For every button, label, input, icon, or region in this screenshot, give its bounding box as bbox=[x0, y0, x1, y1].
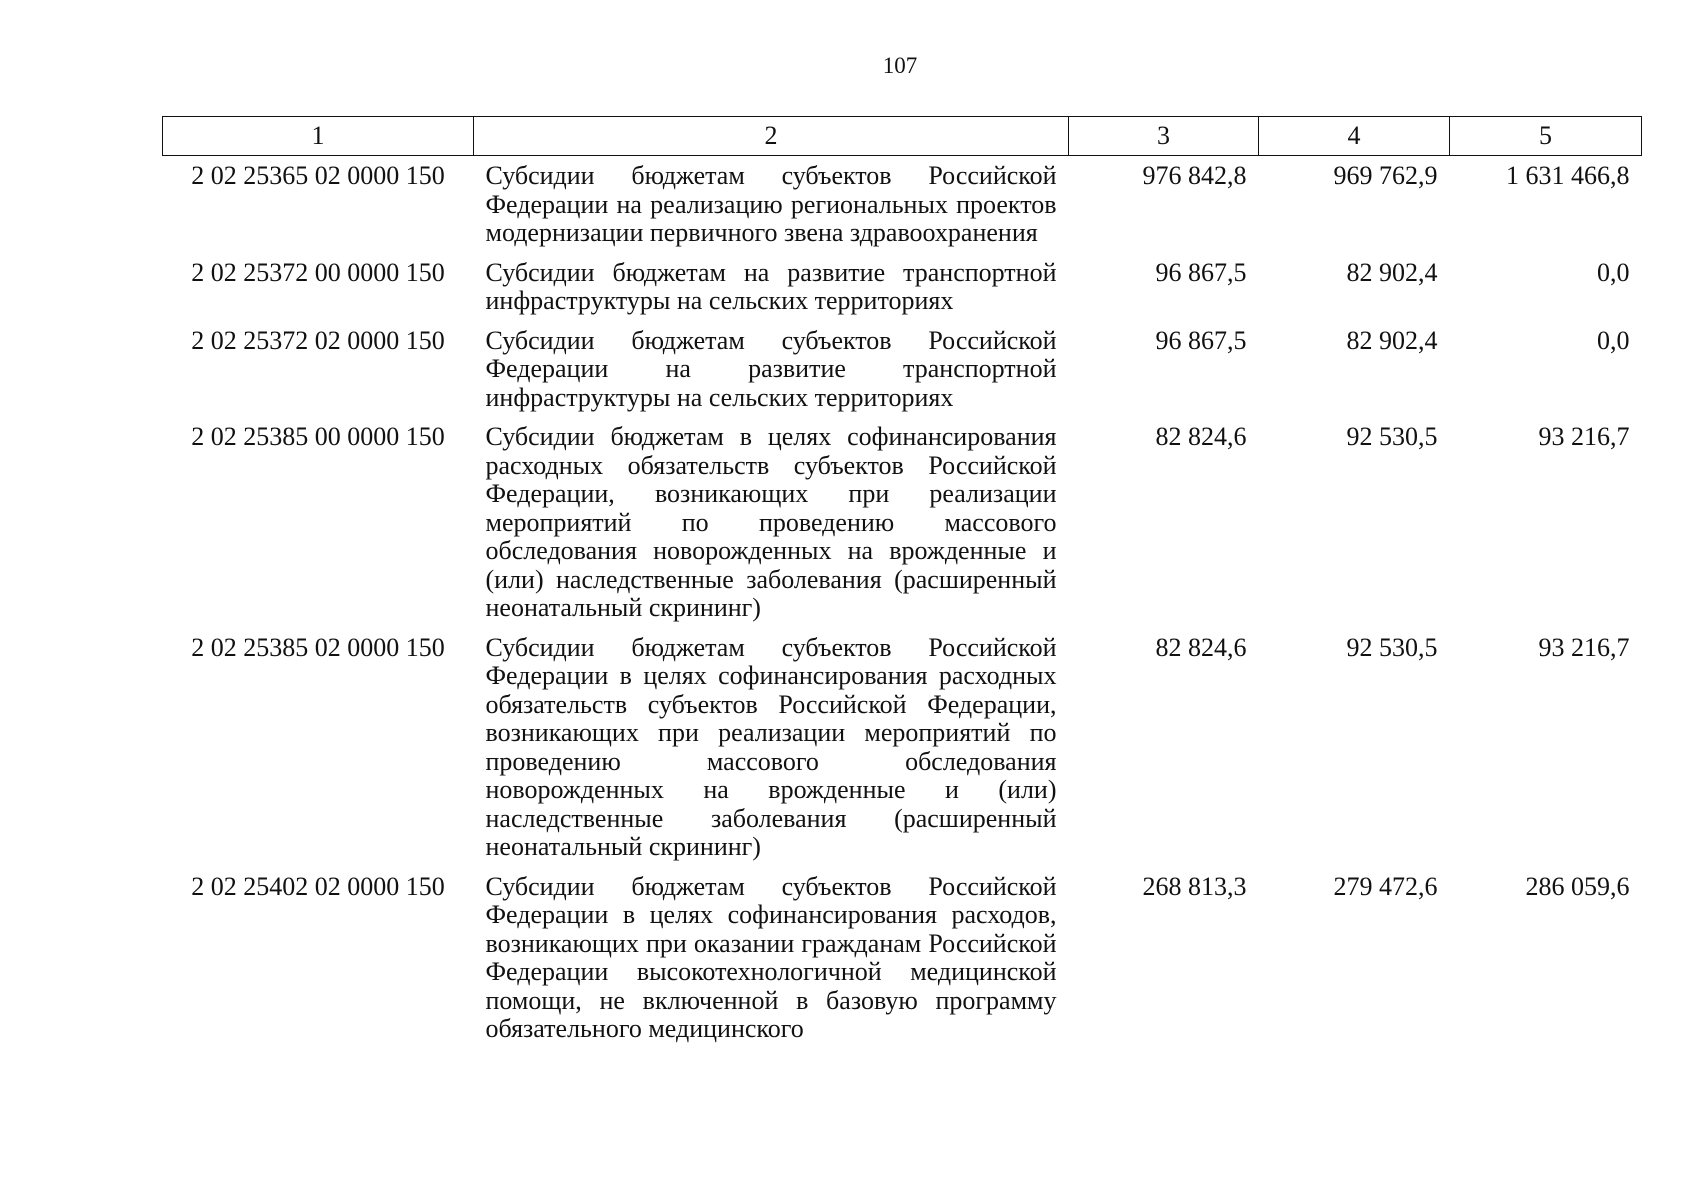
row-value-5: 0,0 bbox=[1597, 325, 1630, 355]
row-code: 2 02 25372 02 0000 150 bbox=[191, 325, 445, 355]
table-row bbox=[163, 634, 1642, 873]
table-row bbox=[163, 327, 1642, 424]
column-header-1: 1 bbox=[163, 117, 474, 156]
row-description: Субсидии бюджетам в целях софинансирования расходных обязательств субъектов Российской Федерации, возникающих при реализации мероприятий по проведению массового обследования новорожденных на врожденные и (или) наследственные заболевания (расширенный неонатальный скрининг) bbox=[485, 422, 1057, 622]
row-value-5: 93 216,7 bbox=[1538, 422, 1630, 451]
row-value-3: 268 813,3 bbox=[1142, 871, 1247, 901]
row-description: Субсидии бюджетам субъектов Российской Федерации в целях софинансирования расходных обязательств субъектов Российской Федерации, возникающих при реализации мероприятий по проведению массового обследования новорожденных на врожденные и (или) наследственные заболевания (расширенный неонатальный скрининг) bbox=[485, 632, 1057, 861]
row-value-3: 96 867,5 bbox=[1155, 325, 1247, 355]
table-header bbox=[163, 117, 1642, 156]
row-value-5: 286 059,6 bbox=[1525, 871, 1630, 901]
table-row bbox=[163, 873, 1642, 1055]
row-value-3: 82 824,6 bbox=[1155, 632, 1247, 662]
row-description: Субсидии бюджетам субъектов Российской Федерации в целях софинансирования расходов, возникающих при оказании гражданам Российской Федерации высокотехнологичной медицинской помощи, не включенной в базовую программу обязательного медицинского bbox=[485, 871, 1057, 1043]
table-row bbox=[163, 156, 1642, 259]
row-description: Субсидии бюджетам на развитие транспортной инфраструктуры на сельских территориях bbox=[485, 257, 1057, 315]
table-body bbox=[163, 156, 1642, 1055]
row-code: 2 02 25402 02 0000 150 bbox=[191, 871, 445, 901]
row-value-4: 279 472,6 bbox=[1333, 871, 1438, 901]
row-value-3: 976 842,8 bbox=[1142, 161, 1247, 190]
row-value-4: 82 902,4 bbox=[1346, 257, 1438, 287]
row-value-4: 92 530,5 bbox=[1346, 632, 1438, 662]
row-description: Субсидии бюджетам субъектов Российской Федерации на реализацию региональных проектов модернизации первичного звена здравоохранения bbox=[485, 161, 1057, 247]
column-header-3: 3 bbox=[1069, 117, 1259, 156]
row-value-5: 93 216,7 bbox=[1538, 632, 1630, 662]
row-description: Субсидии бюджетам субъектов Российской Федерации на развитие транспортной инфраструктуры на сельских территориях bbox=[485, 325, 1057, 412]
row-code: 2 02 25385 02 0000 150 bbox=[191, 632, 445, 662]
page-number: 107 bbox=[882, 53, 918, 78]
row-value-3: 82 824,6 bbox=[1155, 422, 1247, 451]
row-value-3: 96 867,5 bbox=[1155, 257, 1247, 287]
row-value-5: 0,0 bbox=[1597, 257, 1630, 287]
budget-table bbox=[162, 116, 1642, 1055]
row-value-4: 969 762,9 bbox=[1333, 161, 1438, 190]
row-value-4: 82 902,4 bbox=[1346, 325, 1438, 355]
row-code: 2 02 25365 02 0000 150 bbox=[191, 161, 445, 190]
row-value-5: 1 631 466,8 bbox=[1506, 161, 1630, 190]
row-code: 2 02 25385 00 0000 150 bbox=[191, 422, 445, 451]
row-code: 2 02 25372 00 0000 150 bbox=[191, 257, 445, 287]
column-header-4: 4 bbox=[1259, 117, 1450, 156]
column-header-2: 2 bbox=[474, 117, 1069, 156]
row-value-4: 92 530,5 bbox=[1346, 422, 1438, 451]
table-row bbox=[163, 259, 1642, 327]
table-row bbox=[163, 423, 1642, 634]
column-header-5: 5 bbox=[1450, 117, 1642, 156]
header-row bbox=[163, 117, 1642, 156]
